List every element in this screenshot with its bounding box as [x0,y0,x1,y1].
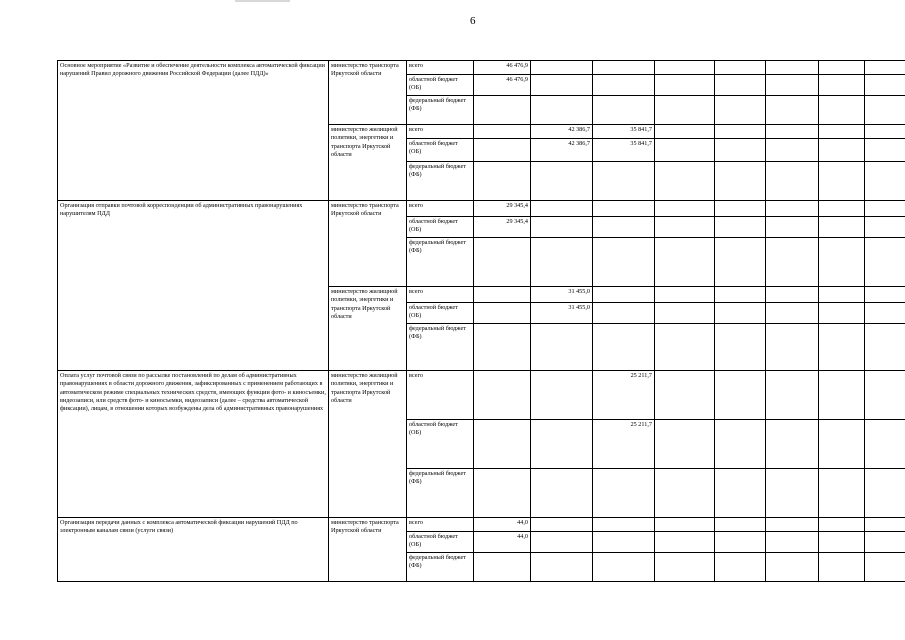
budget-table [57,60,905,582]
source-total: всего [407,518,474,532]
cell-value: 35 841,7 [593,125,655,139]
cell-value: 44,0 [474,532,531,553]
source-total: всего [407,125,474,139]
cell-value: 31 455,0 [531,303,593,324]
source-federal: федеральный бюджет (ФБ) [407,553,474,582]
source-total: всего [407,287,474,303]
cell-value: 25 211,7 [593,371,655,420]
source-regional: областной бюджет (ОБ) [407,75,474,96]
table-row [58,371,905,420]
cell-value: 31 455,0 [531,287,593,303]
source-federal: федеральный бюджет (ФБ) [407,96,474,125]
measure-name-4: Организация передачи данных с комплекса автоматической фиксации нарушений ПДД по электронным каналам связи (услуги связи) [58,518,329,582]
page-number: 6 [470,15,476,27]
source-regional: областной бюджет (ОБ) [407,420,474,469]
cell-value: 42 386,7 [531,139,593,162]
source-federal: федеральный бюджет (ФБ) [407,469,474,518]
source-total: всего [407,61,474,75]
cell-value: 29 345,4 [474,201,531,217]
executor-1b: министерство жилищной политики, энергетики и транспорта Иркутской области [329,125,407,201]
cell-value: 46 476,9 [474,75,531,96]
table-row [58,518,905,532]
source-regional: областной бюджет (ОБ) [407,532,474,553]
measure-name-1: Основное мероприятие «Развитие и обеспечение деятельности комплекса автоматической фиксации нарушений Правил дорожного движения Российской Федерации (далее ПДД)» [58,61,329,201]
cell-value: 46 476,9 [474,61,531,75]
source-federal: федеральный бюджет (ФБ) [407,238,474,287]
executor-1a: министерство транспорта Иркутской области [329,61,407,125]
source-regional: областной бюджет (ОБ) [407,139,474,162]
source-total: всего [407,371,474,420]
executor-4a: министерство транспорта Иркутской области [329,518,407,582]
executor-2a: министерство транспорта Иркутской области [329,201,407,287]
source-regional: областной бюджет (ОБ) [407,303,474,324]
cell-value: 35 841,7 [593,139,655,162]
source-federal: федеральный бюджет (ФБ) [407,324,474,371]
source-regional: областной бюджет (ОБ) [407,217,474,238]
source-federal: федеральный бюджет (ФБ) [407,162,474,201]
source-total: всего [407,201,474,217]
table-row [58,201,905,217]
scan-artifact [235,0,290,2]
executor-2b: министерство жилищной политики, энергетики и транспорта Иркутской области [329,287,407,371]
executor-3a: министерство жилищной политики, энергетики и транспорта Иркутской области [329,371,407,518]
cell-value: 25 211,7 [593,420,655,469]
cell-value: 44,0 [474,518,531,532]
cell-value: 29 345,4 [474,217,531,238]
measure-name-2: Организация отправки почтовой корреспонденции об административных правонарушениях нарушителям ПДД [58,201,329,371]
cell-value: 42 386,7 [531,125,593,139]
measure-name-3: Оплата услуг почтовой связи по рассылке постановлений по делам об административных правонарушениях в области дорожного движения, зафиксированных с применением работающих в автоматическом режиме специальных технических средств, имеющих функции фото- и киносъемки, видеозаписи, или средств фото- и киносъемки, видеозаписи (далее – средства автоматической фиксации), лицам, в отношении которых возбуждены дела об административных правонарушениях [58,371,329,518]
table-row [58,61,905,75]
